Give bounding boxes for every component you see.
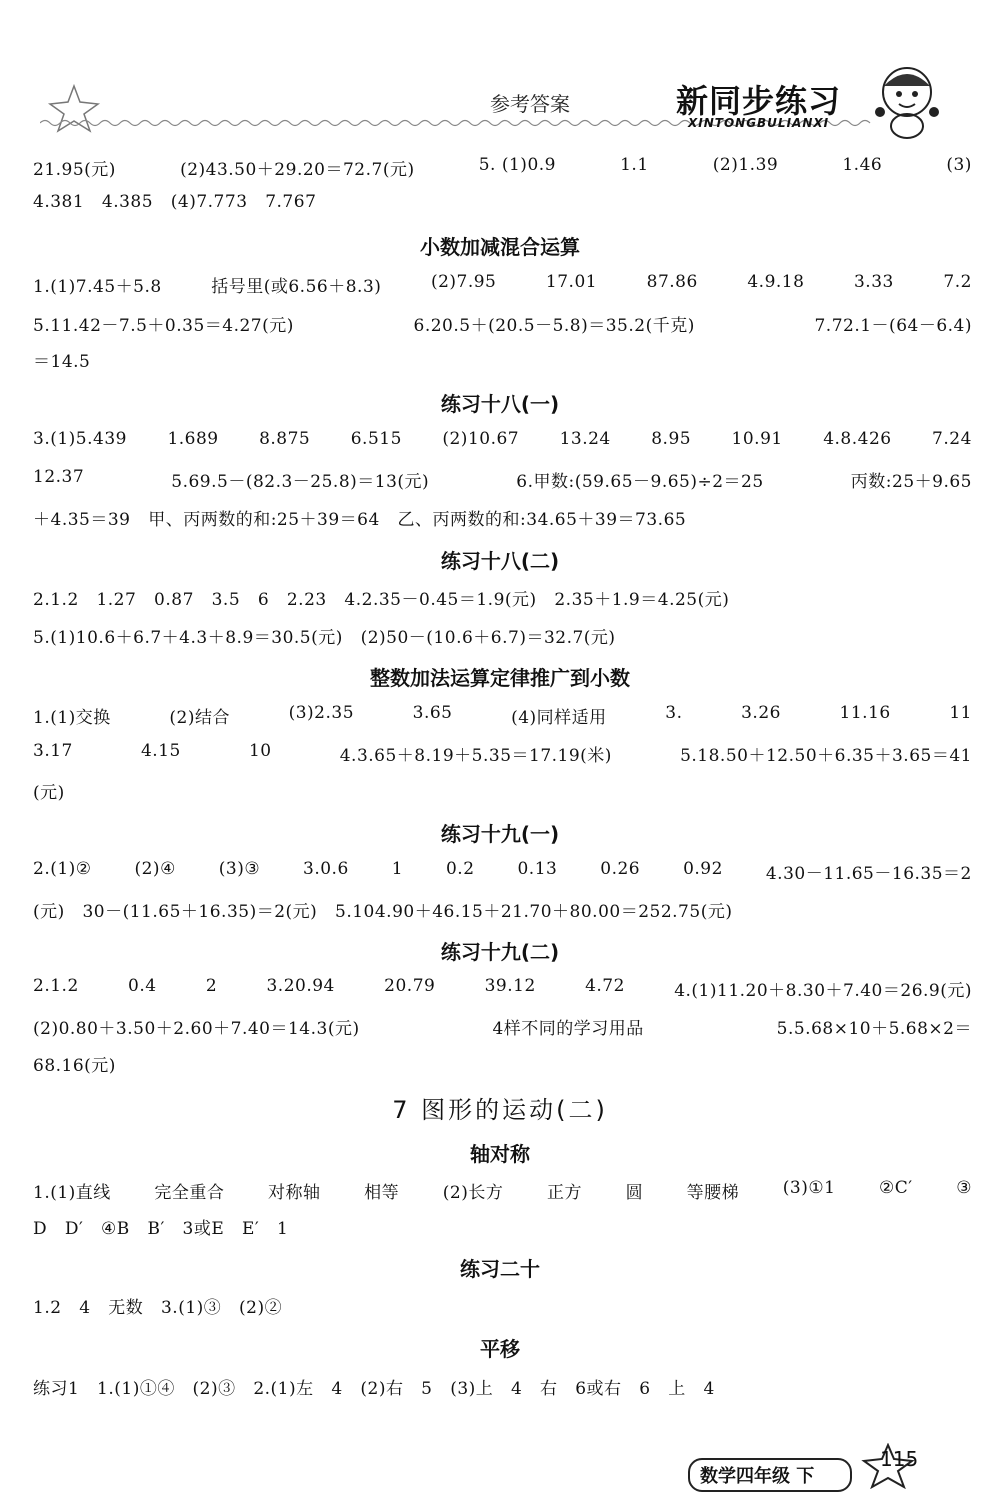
answer-segment: D D′ ④B B′ 3或E E′ 1 <box>33 1219 289 1239</box>
section-title: 练习二十 <box>460 1257 540 1281</box>
answer-line <box>33 311 972 336</box>
page-header <box>0 0 1000 150</box>
answer-segment: (2)10.67 <box>442 429 520 449</box>
chapter-title: 7 图形的运动(二) <box>392 1096 608 1124</box>
answer-segment: 8.95 <box>651 429 692 449</box>
answer-line <box>33 976 972 1001</box>
answer-segment: 12.37 <box>33 467 85 487</box>
answer-segment: (2)7.95 <box>430 272 497 292</box>
answer-segment: 0.4 <box>128 976 157 996</box>
answer-segment: 87.86 <box>646 272 698 292</box>
answer-segment: 相等 <box>364 1183 400 1203</box>
answer-segment: 4.8.426 <box>823 429 892 449</box>
answer-segment: 10.91 <box>731 429 783 449</box>
answer-segment: (2)0.80＋3.50＋2.60＋7.40＝14.3(元) <box>33 1019 360 1039</box>
answer-segment: 17.01 <box>545 272 598 292</box>
mascot-icon <box>872 62 942 140</box>
answer-segment: 1.689 <box>167 429 219 449</box>
answer-segment: 1.(1)7.45＋5.8 <box>33 277 162 297</box>
answer-segment: 完全重合 <box>154 1183 225 1203</box>
answer-segment: 1.(1)直线 <box>33 1183 111 1203</box>
answer-segment: 6.20.5＋(20.5－5.8)＝35.2(千克) <box>413 316 695 336</box>
answer-segment: 对称轴 <box>268 1183 321 1203</box>
answer-line <box>33 859 972 884</box>
answer-segment: 7.2 <box>943 272 972 292</box>
answer-segment: (3)③ <box>218 859 261 879</box>
answer-line <box>33 155 972 180</box>
answer-segment: 4.72 <box>585 976 625 996</box>
answer-line <box>33 272 972 297</box>
answer-line <box>33 741 972 766</box>
answer-segment: 4样不同的学习用品 <box>492 1019 644 1039</box>
answer-segment: 练习1 1.(1)①④ (2)③ 2.(1)左 4 (2)右 5 (3)上 4 右 6或右 6 上 4 <box>33 1379 715 1399</box>
answer-segment: 4.9.18 <box>747 272 805 292</box>
section-title: 练习十八(一) <box>440 392 560 416</box>
answer-segment: 2.(1)② <box>33 859 92 879</box>
answer-segment: 5. (1)0.9 <box>478 155 556 175</box>
answer-segment: ③ <box>956 1178 972 1198</box>
answer-segment: ②C′ <box>879 1178 913 1198</box>
answer-line <box>33 1214 972 1239</box>
answer-segment: 20.79 <box>384 976 436 996</box>
header-label: 参考答案 <box>490 92 570 116</box>
answer-segment: 1.1 <box>620 155 649 175</box>
answer-segment: (2)结合 <box>169 708 230 728</box>
answer-line <box>33 585 972 610</box>
answer-segment: 4.(1)11.20＋8.30＋7.40＝26.9(元) <box>674 981 972 1001</box>
answer-segment: (3) <box>946 155 972 175</box>
answer-segment: ＋4.35＝39 甲、丙两数的和:25＋39＝64 乙、丙两数的和:34.65＋39＝73.65 <box>33 510 687 530</box>
answer-segment: 3.17 <box>33 741 73 761</box>
answer-segment: 0.92 <box>683 859 723 879</box>
answer-segment: 3.0.6 <box>303 859 349 879</box>
answer-segment: 5.5.68×10＋5.68×2＝ <box>776 1019 972 1039</box>
answer-segment: 8.875 <box>259 429 311 449</box>
answer-segment: 6.515 <box>350 429 402 449</box>
answer-segment: 4.381 4.385 (4)7.773 7.767 <box>33 192 317 212</box>
answer-segment: 10 <box>248 741 272 761</box>
answer-segment: 21.95(元) <box>33 160 116 180</box>
answer-segment: (2)④ <box>134 859 176 879</box>
answer-segment: 4.30－11.65－16.35＝2 <box>765 864 972 884</box>
answer-segment: 3.33 <box>853 272 894 292</box>
answer-line <box>33 623 972 648</box>
answer-line <box>33 1374 972 1399</box>
answer-segment: 7.24 <box>932 429 972 449</box>
answer-segment: 5.11.42－7.5＋0.35＝4.27(元) <box>33 316 294 336</box>
answer-segment: 1 <box>391 859 404 879</box>
answer-segment: (4)同样适用 <box>511 708 607 728</box>
answer-segment: 4.15 <box>140 741 181 761</box>
answer-segment: 5.69.5－(82.3－25.8)＝13(元) <box>171 472 430 492</box>
answer-segment: 7.72.1－(64－6.4) <box>814 316 972 336</box>
brand-title: 新同步练习 <box>676 82 842 120</box>
answer-segment: 3.20.94 <box>266 976 335 996</box>
answer-segment: 5.(1)10.6＋6.7＋4.3＋8.9＝30.5(元) (2)50－(10.6＋6.7)＝32.7(元) <box>33 628 616 648</box>
section-title: 练习十九(一) <box>440 822 560 846</box>
section-title: 平移 <box>480 1337 520 1361</box>
answer-segment: 11 <box>949 703 972 723</box>
answer-line <box>33 1014 972 1039</box>
answer-line <box>33 897 972 922</box>
answer-segment: 3.(1)5.439 <box>33 429 127 449</box>
answer-segment: 3.65 <box>412 703 453 723</box>
section-title: 小数加减混合运算 <box>420 235 580 259</box>
answer-line <box>33 429 972 449</box>
answer-line <box>33 1051 972 1076</box>
section-title: 整数加法运算定律推广到小数 <box>370 666 630 690</box>
answer-segment: 11.16 <box>839 703 891 723</box>
answer-segment: 等腰梯 <box>686 1183 740 1203</box>
answer-line <box>33 467 972 492</box>
section-title: 练习十九(二) <box>440 940 560 964</box>
page-number: 115 <box>880 1447 919 1471</box>
answer-line <box>33 1178 972 1203</box>
answer-segment: 2 <box>205 976 218 996</box>
footer-subject-label: 数学四年级 下 <box>700 1466 815 1487</box>
answer-segment: 13.24 <box>559 429 611 449</box>
answer-segment: (3)2.35 <box>288 703 355 723</box>
answer-segment: (2)1.39 <box>712 155 779 175</box>
answer-segment: 2.1.2 <box>33 976 79 996</box>
answer-line <box>33 778 972 803</box>
answer-line <box>33 347 972 372</box>
answer-segment: 2.1.2 1.27 0.87 3.5 6 2.23 4.2.35－0.45＝1.9(元) 2.35＋1.9＝4.25(元) <box>33 590 730 610</box>
answer-line <box>33 505 972 530</box>
answer-segment: 68.16(元) <box>33 1056 116 1076</box>
answer-segment: 0.2 <box>445 859 475 879</box>
answer-line <box>33 192 972 212</box>
answer-segment: 39.12 <box>484 976 536 996</box>
answer-segment: 3.26 <box>741 703 781 723</box>
answer-segment: (3)①1 <box>782 1178 836 1198</box>
answer-segment: (2)43.50＋29.20＝72.7(元) <box>180 160 415 180</box>
answer-line <box>33 703 972 728</box>
answer-segment: 1.(1)交换 <box>33 708 111 728</box>
section-title: 轴对称 <box>470 1142 530 1166</box>
answer-segment: 1.46 <box>842 155 883 175</box>
answer-segment: 0.26 <box>600 859 641 879</box>
answer-segment: 正方 <box>546 1183 582 1203</box>
answer-segment: (元) <box>33 783 65 803</box>
answer-line <box>33 1293 972 1318</box>
answer-segment: 圆 <box>625 1183 644 1203</box>
answer-segment: 丙数:25＋9.65 <box>850 472 972 492</box>
answer-segment: (元) 30－(11.65＋16.35)＝2(元) 5.104.90＋46.15＋21.70＋80.00＝252.75(元) <box>33 902 733 922</box>
section-title: 练习十八(二) <box>440 549 560 573</box>
answer-segment: 3. <box>665 703 683 723</box>
answer-segment: 4.3.65＋8.19＋5.35＝17.19(米) <box>339 746 612 766</box>
brand-subtitle: XINTONGBULIANXI <box>688 116 830 130</box>
answer-segment: 括号里(或6.56＋8.3) <box>211 277 382 297</box>
answer-segment: 6.甲数:(59.65－9.65)÷2＝25 <box>516 472 764 492</box>
answer-segment: 0.13 <box>517 859 558 879</box>
answer-segment: 5.18.50＋12.50＋6.35＋3.65＝41 <box>680 746 972 766</box>
answer-segment: ＝14.5 <box>33 352 91 372</box>
answer-segment: (2)长方 <box>442 1183 504 1203</box>
answer-segment: 1.2 4 无数 3.(1)③ (2)② <box>33 1298 283 1318</box>
